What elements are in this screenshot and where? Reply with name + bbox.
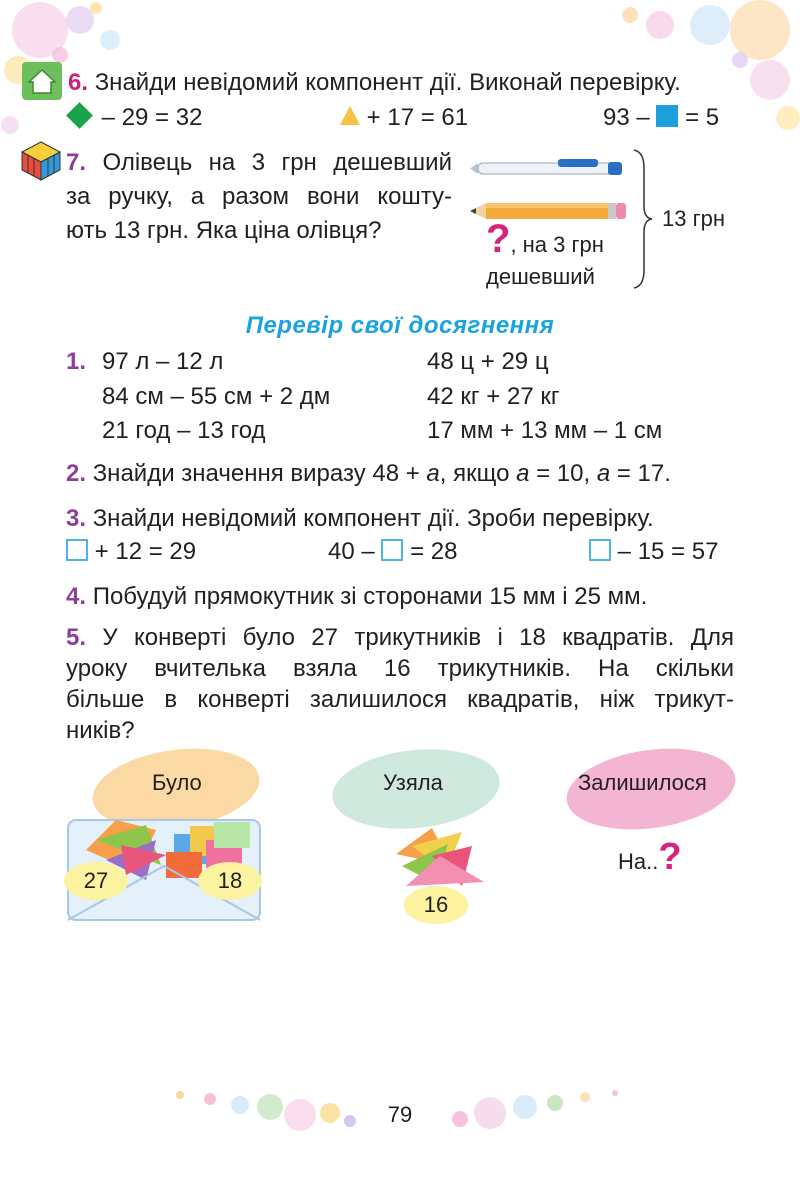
- ex1-row1-left: 97 л – 12 л: [102, 348, 224, 375]
- ex4: [66, 580, 647, 614]
- ex3-eq1: [66, 535, 196, 569]
- ex1-number-label: 1.: [66, 348, 87, 375]
- oval-zalyshylosya-label: Залишилося: [578, 770, 707, 795]
- pen-icon: [470, 155, 630, 183]
- task7-total: 13 грн: [662, 206, 725, 231]
- task7-number: 7.: [66, 149, 87, 176]
- empty-box-icon: [66, 539, 88, 561]
- ex2-text-a: Знайди значення виразу 48 +: [92, 460, 427, 487]
- ex2-var1: а: [426, 460, 440, 487]
- oval-uzyala-label: Узяла: [383, 770, 443, 795]
- badge-18: 18: [198, 862, 262, 900]
- empty-box-icon: [381, 539, 403, 561]
- empty-box-icon: [589, 539, 611, 561]
- task6-eq2-text: + 17 = 61: [366, 104, 469, 131]
- ex2-text-c: = 10,: [529, 460, 597, 487]
- green-diamond-icon: [66, 102, 93, 129]
- ex1-row3-right: 17 мм + 13 мм – 1 см: [427, 417, 663, 444]
- rubik-cube-icon: [20, 140, 62, 182]
- home-icon: [22, 62, 62, 100]
- page-number: 79: [387, 1102, 413, 1127]
- ex2: [66, 457, 671, 491]
- yellow-triangle-icon: [340, 106, 360, 125]
- task7-note-line2: дешевший: [486, 264, 595, 289]
- ex3-number: 3.: [66, 505, 87, 532]
- ex2-number: 2.: [66, 460, 87, 487]
- task6-text: Знайди невідомий компонент дії. Виконай перевірку.: [94, 69, 681, 96]
- ex5-line3: більше в конверті залишилося квадратів, ніж трикут-: [66, 686, 734, 713]
- task7-text: [66, 146, 452, 248]
- task7-note: [486, 217, 604, 293]
- ex2-var3: а: [596, 460, 611, 487]
- answer-question-mark: ?: [658, 836, 682, 878]
- ex5-line2: уроку вчителька взяла 16 трикутників. На скільки: [66, 655, 734, 682]
- bracket: [632, 148, 654, 290]
- blue-square-icon: [656, 105, 678, 127]
- task7-line1: Олівець на 3 грн дешевший: [102, 149, 452, 176]
- section-title: Перевір свої досягнення: [245, 312, 555, 339]
- task7-line2: за ручку, а разом вони кошту-: [66, 183, 452, 210]
- task6-eq2: [340, 101, 468, 135]
- task7-note-line1: , на 3 грн: [510, 232, 604, 257]
- ex1-number: [66, 345, 86, 379]
- ex3-text: Знайди невідомий компонент дії. Зроби перевірку.: [92, 505, 654, 532]
- task6-eq1: [66, 101, 202, 135]
- task7-line3: ють 13 грн. Яка ціна олівця?: [66, 217, 382, 244]
- task6-eq1-text: – 29 = 32: [101, 104, 203, 131]
- ex3-heading: [66, 502, 654, 536]
- ex3-eq1-text: + 12 = 29: [94, 538, 197, 565]
- ex5-line4: ників?: [66, 717, 135, 744]
- ex4-number: 4.: [66, 583, 87, 610]
- ex1-row1-right: 48 ц + 29 ц: [427, 348, 549, 375]
- badge-27: 27: [64, 862, 128, 900]
- answer-prefix: На..: [618, 849, 659, 874]
- ex3-eq3: [589, 535, 718, 569]
- ex3-eq2-right: = 28: [410, 538, 458, 565]
- ex2-text-d: = 17.: [610, 460, 671, 487]
- ex5-line1: У конверті було 27 трикутників і 18 квадратів. Для: [102, 624, 735, 651]
- ex3-eq2-left: 40 –: [328, 538, 375, 565]
- ex1-row2-left: 84 см – 55 см + 2 дм: [102, 383, 331, 410]
- task6-number: 6.: [68, 69, 89, 96]
- task6-eq3: [603, 101, 719, 135]
- oval-bulo-label: Було: [152, 770, 202, 795]
- task6-eq3-left: 93 –: [603, 104, 650, 131]
- answer-prompt: [618, 836, 682, 879]
- ex1-row3-left: 21 год – 13 год: [102, 417, 266, 444]
- badge-16: 16: [404, 886, 468, 924]
- task6-heading: [68, 66, 681, 100]
- ex4-text: Побудуй прямокутник зі сторонами 15 мм і 25 мм.: [92, 583, 648, 610]
- ex2-text-b: , якщо: [439, 460, 517, 487]
- ex2-var2: а: [516, 460, 530, 487]
- task6-eq3-right: = 5: [685, 104, 720, 131]
- question-mark: ?: [486, 217, 511, 261]
- ex3-eq3-text: – 15 = 57: [617, 538, 719, 565]
- ex1-row2-right: 42 кг + 27 кг: [427, 383, 560, 410]
- ex5: [66, 622, 734, 746]
- ex3-eq2: [328, 535, 457, 569]
- ex5-number: 5.: [66, 624, 87, 651]
